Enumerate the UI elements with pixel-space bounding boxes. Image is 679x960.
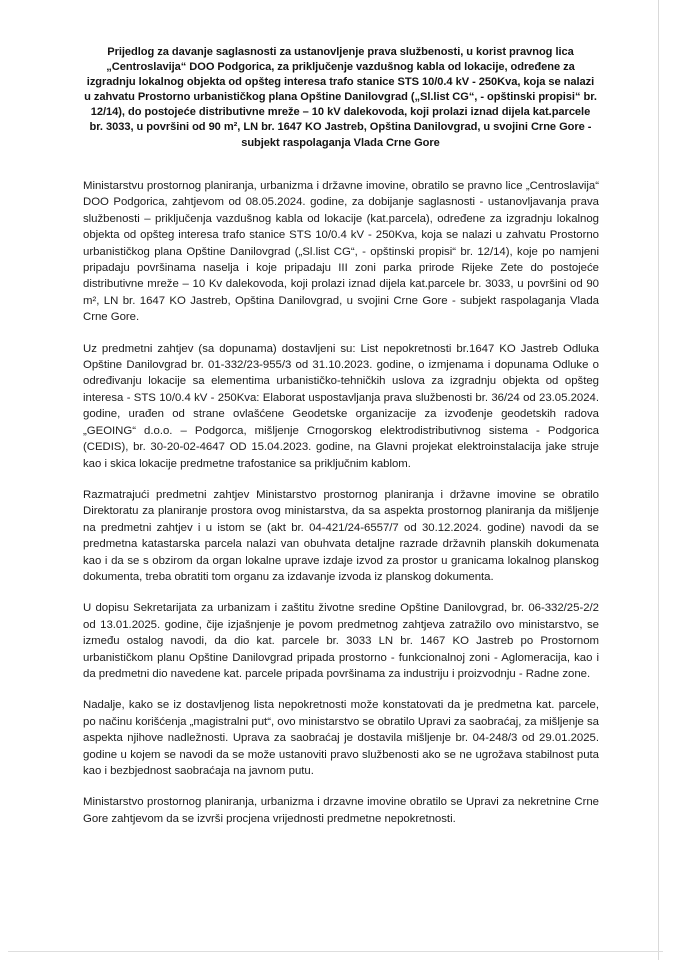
document-body — [83, 178, 599, 827]
document-title: Prijedlog za davanje saglasnosti za ustanovljenje prava službenosti, u korist pravnog lica „Centroslavija“ DOO Podgorica, za priključenje vazdušnog kabla od lokacije, određene za izgradnju lokalnog objekta od opšteg interesa trafo stanice STS 10/0.4 kV - 250Kva, koja se nalazi u zahvatu Prostorno urbanističkog plana Opštine Danilovgrad („Sl.list CG“, - opštinski propisi“ br. 12/14), do postojeće distributivne mreže – 10 kV dalekovoda, koji prolazi iznad dijela kat.parcele br. 3033, u površini od 90 m², LN br. 1647 KO Jastreb, Opština Danilovgrad, u svojini Crne Gore - subjekt raspolaganja Vlada Crne Gore — [84, 46, 597, 149]
paragraph: Nadalje, kako se iz dostavljenog lista nepokretnosti može konstatovati da je predmetna kat. parcele, po načinu korišćenja „magistralni put“, ovo ministarstvo se obratilo Upravi za saobraćaj, za mišljenje sa aspekta njihove nadležnosti. Uprava za saobraćaj je dostavila mišljenje br. 04-248/3 od 29.01.2025. godine u kojem se navodi da se može ustanoviti pravo službenosti ako se ne ugrožava stabilnost puta kao i bezbjednost saobraćaja na javnom putu. — [83, 699, 599, 777]
paragraph: U dopisu Sekretarijata za urbanizam i zaštitu životne sredine Opštine Danilovgrad, br. 06-332/25-2/2 od 13.01.2025. godine, čije izjašnjenje je povom predmetnog zahtjeva zatražilo ovo ministarstvo, se između ostalog navodi, da dio kat. parcele br. 3033 LN br. 1467 KO Jastreb po Prostornom urbanističkom planu Opštine Danilovgrad pripada prostorno - funkcionalnoj zoni - Aglomeracija, kao i da predmetni dio navedene kat. parcele pripada površinama za industriju i proizvodnju - Radne zone. — [83, 602, 599, 680]
scan-edge-artifact — [8, 951, 663, 952]
paragraph: Ministarstvo prostornog planiranja, urbanizma i drzavne imovine obratilo se Upravi za nekretnine Crne Gore zahtjevom da se izvrši procjena vrijednosti predmetne nepokretnosti. — [83, 796, 599, 825]
paragraph: Uz predmetni zahtjev (sa dopunama) dostavljeni su: List nepokretnosti br.1647 KO Jastreb Odluka Opštine Danilovgrad br. 01-332/23-955/3 od 31.10.2023. godine, o izmjenama i dopunama Odluke o određivanju lokacije sa elementima urbanističko-tehničkih uslova za izgradnju objekta od opšteg interesa - STS 10/0.4 kV - 250Kva: Elaborat uspostavljanja prava službenosti br. 36/24 od 23.05.2024. godine, urađen od strane ovlašćene Geodetske organizacije za izvođenje geodetskih radova „GEOING“ d.o.o. – Podgorca, mišljenje Crnogorskog elektrodistributivnog sistema - Podgorica (CEDIS), br. 30-20-02-4647 OD 15.04.2023. godine, na Glavni projekat elektroinstalacija jake struje kao i skica lokacije predmetne trafostanice sa priključnim kablom. — [83, 342, 599, 470]
paragraph: Razmatrajući predmetni zahtjev Ministarstvo prostornog planiranja i državne imovine se obratilo Direktoratu za planiranje prostora ovog ministarstva, da sa aspekta prostornog planiranja da mišljenje na predmetni zahtjev i u istom se (akt br. 04-421/24-6557/7 od 30.12.2024. godine) navodi da se predmetna katastarska parcela nalazi van obuhvata detaljne razrade državnih planskih dokumenata kao i da se s obzirom da organ lokalne uprave izdaje izvod za prostor u granicama lokalnog planskog dokumenta, treba obratiti tom organu za izdavanje izvoda iz planskog dokumenta. — [83, 488, 599, 583]
paragraph: Ministarstvu prostornog planiranja, urbanizma i državne imovine, obratilo se pravno lice „Centroslavija“ DOO Podgorica, zahtjevom od 08.05.2024. godine, za dobijanje saglasnosti - ustanovljavanja prava službenosti – priključenja vazdušnog kabla od lokacije (kat.parcela), određene za izgradnju lokalnog objekta od opšteg interesa trafo stanice STS 10/0.4 kV - 250Kva, koja se nalazi u zahvatu Prostorno urbanističkog plana Opštine Danilovgrad („Sl.list CG“, - opštinski propisi“ br. 12/14), koje po namjeni pripadaju površinama naselja i koje pripadaju III zoni parka prirode Rijeke Zete do postojeće distributivne mreže – 10 Kv dalekovoda, koji prolazi iznad dijela kat.parcele br. 3033, u površini od 90 m², LN br. 1647 KO Jastreb, Opština Danilovgrad, u svojini Crne Gore - subjekt raspolaganja Vlada Crne Gore. — [83, 180, 599, 324]
scan-edge-artifact — [658, 0, 659, 960]
